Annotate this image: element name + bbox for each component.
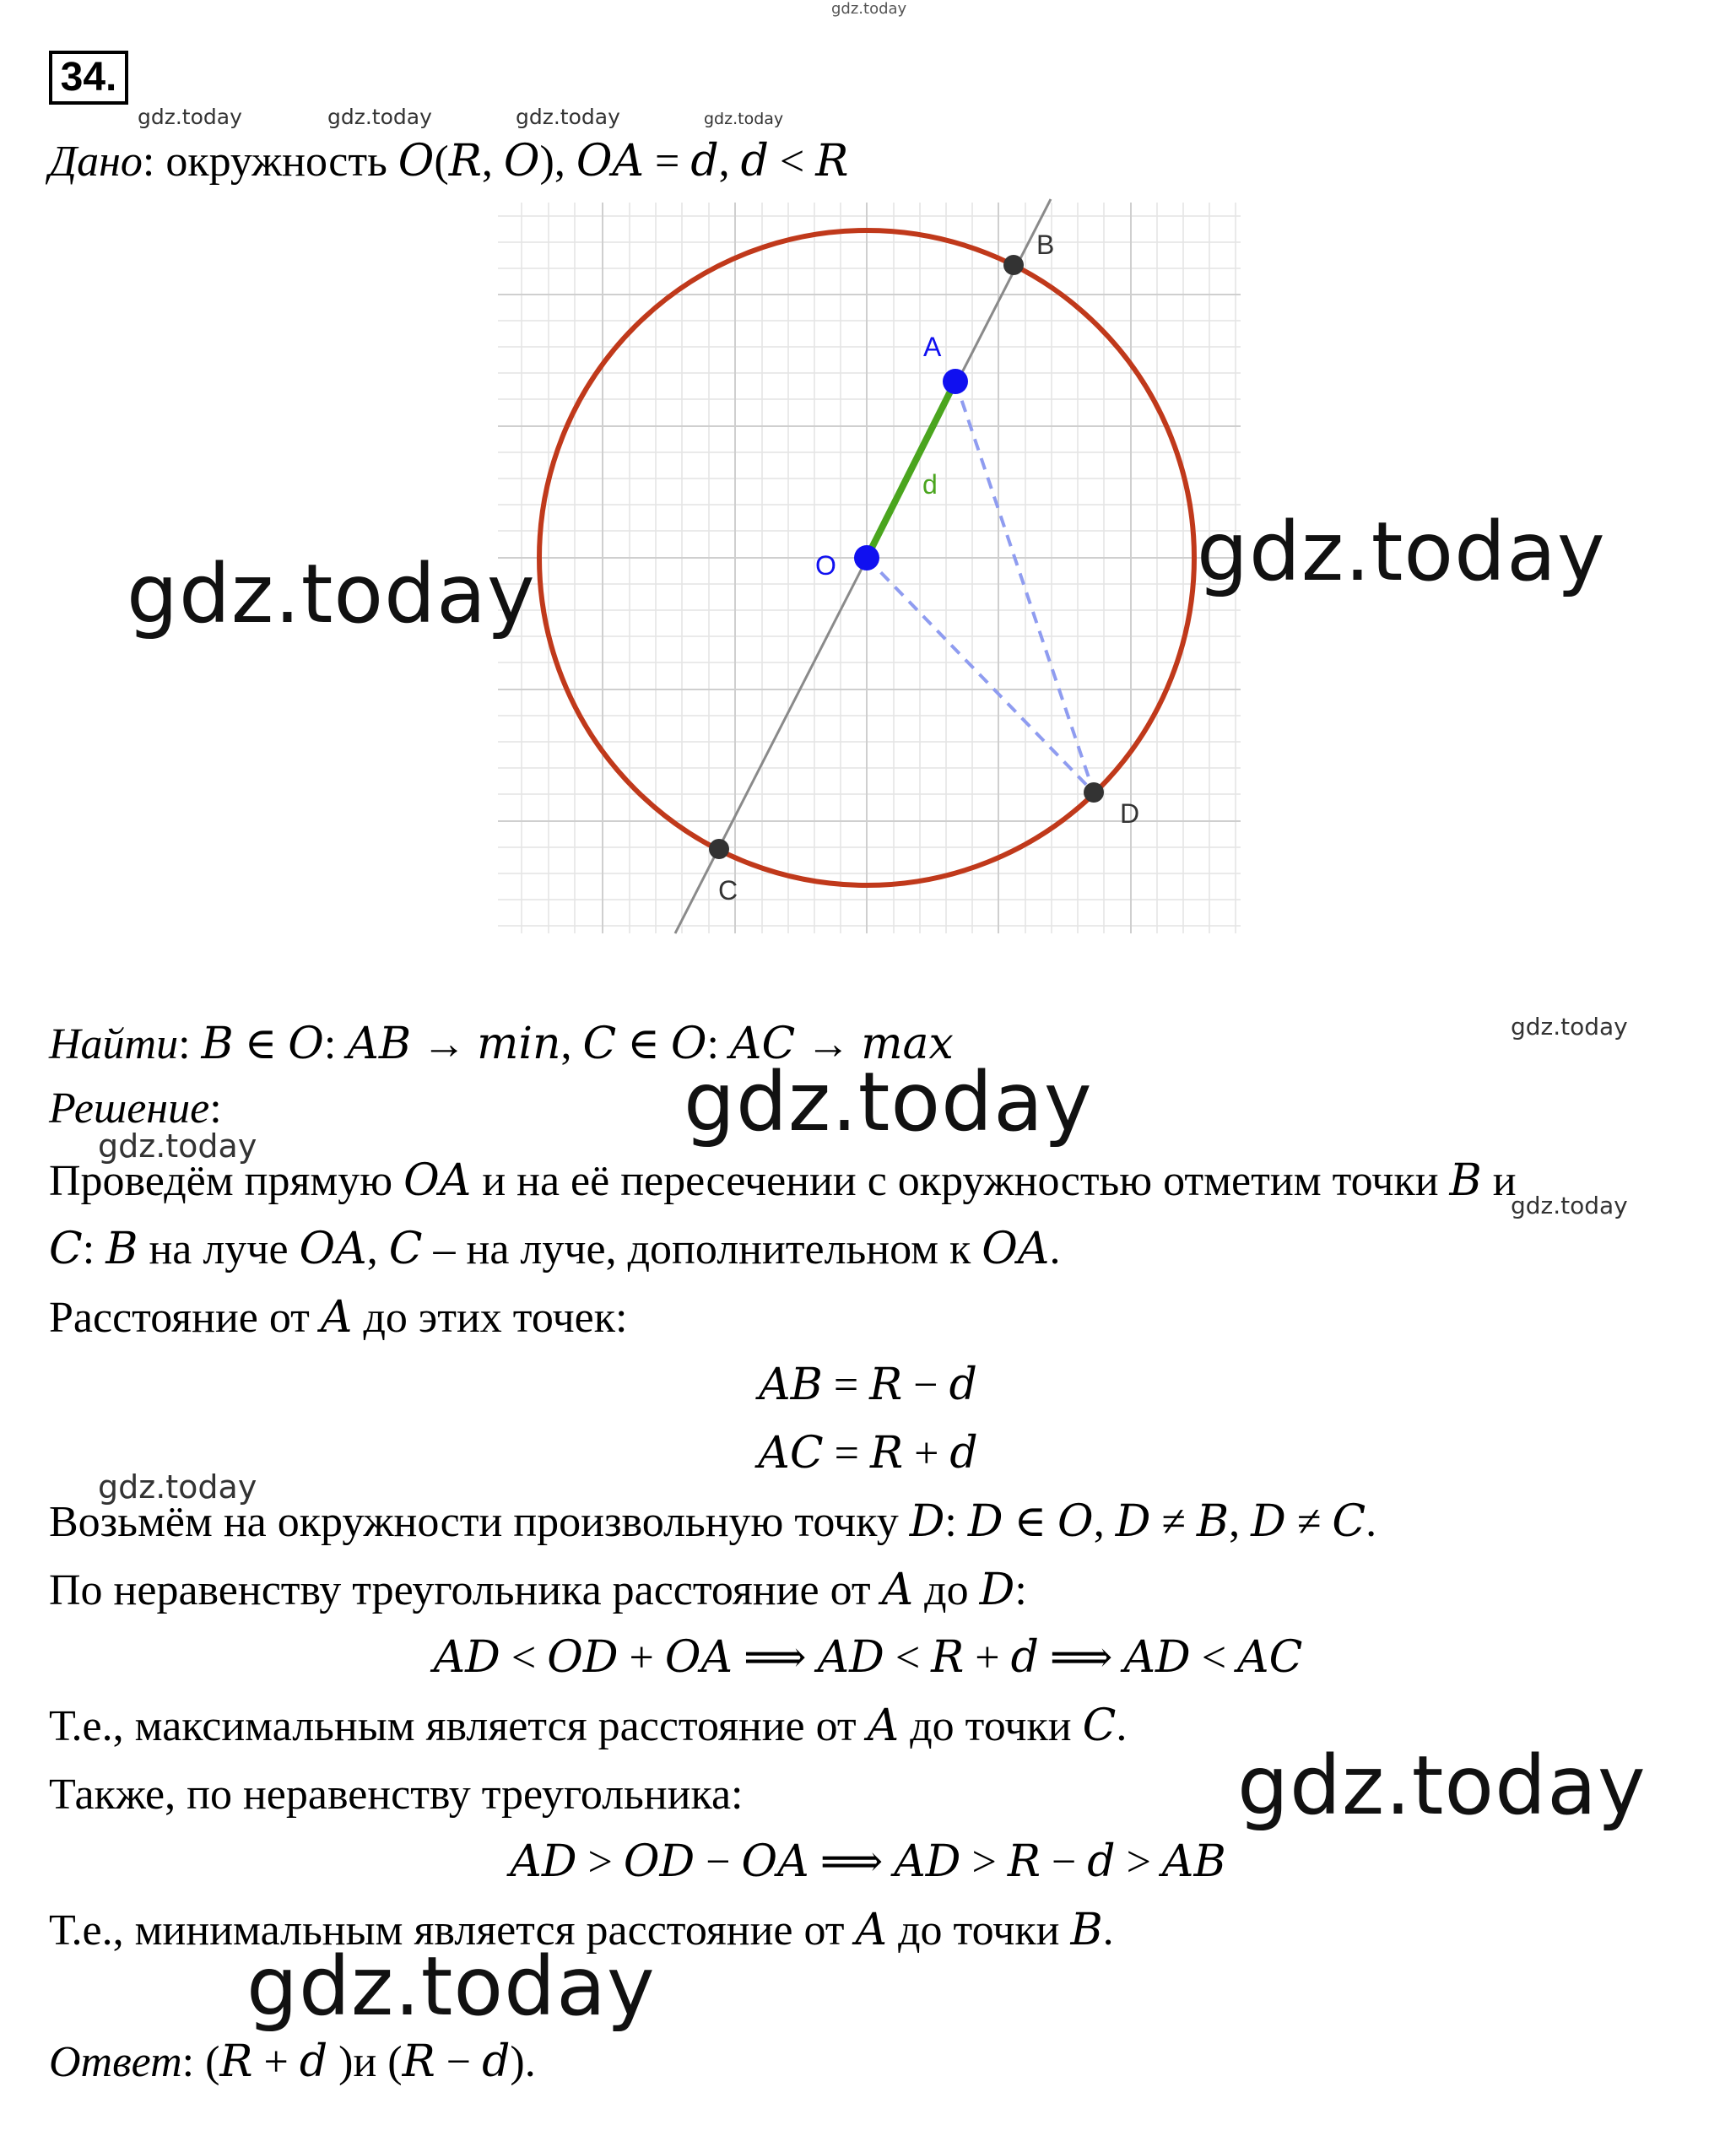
solution-text-3: Расстояние от 𝐴 до этих точек: <box>49 1294 628 1342</box>
solution-colon: : <box>209 1084 222 1133</box>
watermark-small: gdz.today <box>1511 1013 1628 1041</box>
label-C: C <box>718 875 738 906</box>
solution-text-1: Проведём прямую 𝑂𝐴 и на её пересечении с окружностью отметим точки 𝐵 и <box>49 1157 1517 1205</box>
label-d: d <box>922 469 938 500</box>
given-line <box>49 137 848 187</box>
formula-ad-max: 𝐴𝐷 < 𝑂𝐷 + 𝑂𝐴 ⟹ 𝐴𝐷 < 𝑅 + 𝑑 ⟹ 𝐴𝐷 < 𝐴𝐶 <box>433 1634 1303 1682</box>
header-watermark: gdz.today <box>831 0 907 18</box>
dashed-triangle <box>867 381 1094 792</box>
solution-label: Решение <box>49 1084 210 1133</box>
formula-ad-min: 𝐴𝐷 > 𝑂𝐷 − 𝑂𝐴 ⟹ 𝐴𝐷 > 𝑅 − 𝑑 > 𝐴𝐵 <box>510 1838 1226 1886</box>
label-O: O <box>815 550 836 581</box>
formula-ab: 𝐴𝐵 = 𝑅 − 𝑑 <box>759 1361 977 1409</box>
watermark-large: gdz.today <box>1237 1738 1647 1833</box>
watermark-large: gdz.today <box>246 1939 656 2034</box>
watermark-small: gdz.today <box>1511 1192 1628 1219</box>
solution-text-6: Т.е., максимальным является расстояние от 𝐴 до точки 𝐶. <box>49 1702 1128 1750</box>
formula-ac: 𝐴𝐶 = 𝑅 + 𝑑 <box>758 1430 978 1478</box>
watermark-small: gdz.today <box>704 110 784 128</box>
label-A: A <box>923 332 942 362</box>
watermark-large: gdz.today <box>1197 505 1606 599</box>
point-A <box>943 369 968 394</box>
find-text: : 𝐵 ∈ 𝑂: 𝐴𝐵 → 𝑚𝑖𝑛, 𝐶 ∈ 𝑂: 𝐴𝐶 → 𝑚𝑎𝑥 <box>178 1020 954 1068</box>
point-O <box>854 545 879 570</box>
watermark-large: gdz.today <box>684 1055 1093 1149</box>
label-D: D <box>1120 798 1140 829</box>
given-text: : окружность 𝑂(𝑅, 𝑂), 𝑂𝐴 = 𝑑, 𝑑 < 𝑅 <box>142 138 849 186</box>
solution-text-2: 𝐶: 𝐵 на луче 𝑂𝐴, 𝐶 – на луче, дополнительном к 𝑂𝐴. <box>49 1225 1061 1273</box>
given-label: Дано <box>49 138 143 186</box>
solution-text-4: Возьмём на окружности произвольную точку 𝐷: 𝐷 ∈ 𝑂, 𝐷 ≠ 𝐵, 𝐷 ≠ 𝐶. <box>49 1498 1377 1546</box>
solution-line <box>49 1084 222 1134</box>
answer-text: : (𝑅 + 𝑑 )и (𝑅 − 𝑑). <box>181 2038 536 2086</box>
watermark-medium: gdz.today <box>98 1468 257 1506</box>
geometry-figure <box>498 196 1249 938</box>
watermark-small: gdz.today <box>516 105 620 129</box>
label-B: B <box>1036 230 1055 260</box>
problem-number: 34. <box>49 51 128 105</box>
point-C <box>709 839 729 859</box>
solution-text-7: Также, по неравенству треугольника: <box>49 1771 744 1819</box>
point-B <box>1003 255 1024 275</box>
find-label: Найти <box>49 1020 179 1068</box>
watermark-large: gdz.today <box>127 547 536 641</box>
point-D <box>1084 782 1104 803</box>
solution-text-5: По неравенству треугольника расстояние от 𝐴 до 𝐷: <box>49 1566 1027 1614</box>
answer-line <box>49 2037 536 2088</box>
answer-label: Ответ <box>49 2038 182 2086</box>
watermark-small: gdz.today <box>138 105 242 129</box>
watermark-small: gdz.today <box>327 105 432 129</box>
solution-text-8: Т.е., минимальным является расстояние от 𝐴 до точки 𝐵. <box>49 1906 1114 1955</box>
watermark-medium: gdz.today <box>98 1127 257 1165</box>
